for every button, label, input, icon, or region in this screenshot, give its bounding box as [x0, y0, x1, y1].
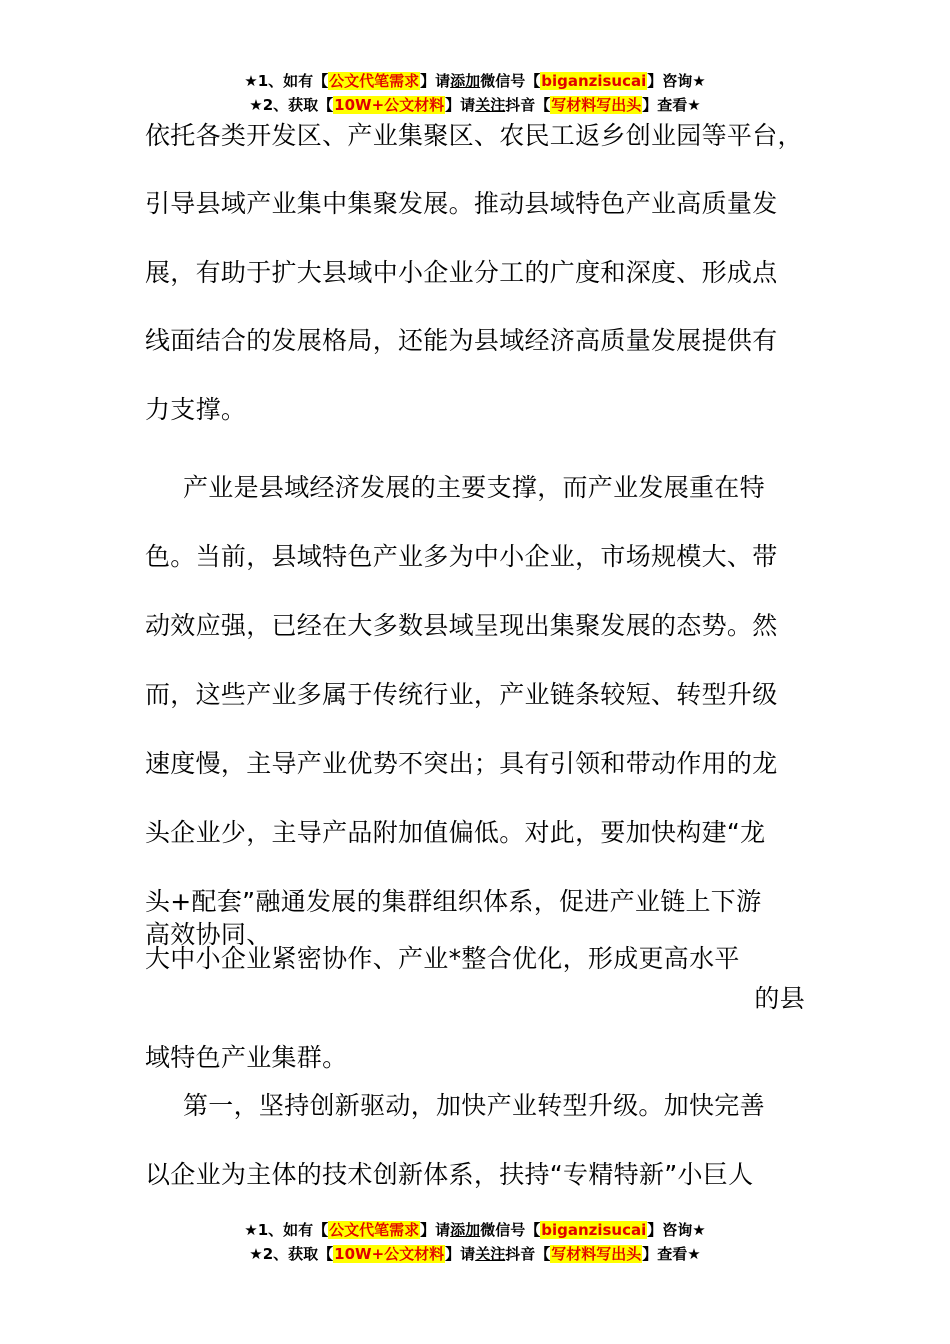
banner-text: 】请: [420, 1221, 451, 1239]
banner-text: 2、获取【: [262, 96, 334, 114]
star-icon: ★: [687, 1245, 701, 1263]
banner-text: 】咨询: [647, 72, 693, 90]
paragraph-start-line: 产业是县域经济发展的主要支撑，而产业发展重在特: [183, 473, 765, 502]
star-icon: ★: [244, 1221, 258, 1239]
banner-highlight: 公文代笔需求: [329, 1221, 420, 1239]
banner-text: 】查看: [642, 1245, 688, 1263]
banner-highlight: 10W+公文材料: [334, 1245, 445, 1263]
star-icon: ★: [692, 1221, 706, 1239]
body-line: 头企业少，主导产品附加值偏低。对此，要加快构建“龙: [145, 818, 766, 847]
banner-text: 微信号【: [480, 72, 541, 90]
star-icon: ★: [692, 72, 706, 90]
banner-underlined-text: 关注: [475, 96, 506, 114]
top-banner-line-1: [0, 70, 950, 92]
bottom-banner-line-1: [0, 1219, 950, 1241]
body-line: 展，有助于扩大县域中小企业分工的广度和深度、形成点: [145, 258, 778, 287]
star-icon: ★: [244, 72, 258, 90]
body-line: 速度慢，主导产业优势不突出；具有引领和带动作用的龙: [145, 749, 778, 778]
body-line: 力支撑。: [145, 395, 247, 424]
body-line: 色。当前，县域特色产业多为中小企业，市场规模大、带: [145, 542, 778, 571]
douyin-highlight: 写材料写出头: [551, 96, 642, 114]
banner-highlight: 10W+公文材料: [334, 96, 445, 114]
banner-highlight: 公文代笔需求: [329, 72, 420, 90]
douyin-highlight: 写材料写出头: [551, 1245, 642, 1263]
banner-underlined-text: 关注: [475, 1245, 506, 1263]
star-icon: ★: [249, 1245, 263, 1263]
banner-text: 微信号【: [480, 1221, 541, 1239]
body-line: 以企业为主体的技术创新体系，扶持“专精特新”小巨人: [145, 1160, 754, 1189]
banner-text: 1、如有【: [257, 1221, 329, 1239]
body-line: 引导县域产业集中集聚发展。推动县域特色产业高质量发: [145, 189, 778, 218]
banner-text: 】请: [445, 1245, 476, 1263]
body-line: 依托各类开发区、产业集聚区、农民工返乡创业园等平台，: [145, 121, 803, 150]
body-line: 而，这些产业多属于传统行业，产业链条较短、转型升级: [145, 680, 778, 709]
banner-text: 抖音【: [505, 1245, 551, 1263]
body-line: 域特色产业集群。: [145, 1043, 348, 1072]
banner-text: 】咨询: [647, 1221, 693, 1239]
banner-underlined-text: 添加: [450, 72, 481, 90]
banner-text: 抖音【: [505, 96, 551, 114]
top-banner-line-2: [0, 94, 950, 116]
banner-text: 】查看: [642, 96, 688, 114]
body-line: 的县: [754, 984, 805, 1013]
banner-text: 2、获取【: [262, 1245, 334, 1263]
star-icon: ★: [687, 96, 701, 114]
body-line: 动效应强，已经在大多数县域呈现出集聚发展的态势。然: [145, 611, 778, 640]
wechat-id-highlight: biganzisucai: [541, 1221, 647, 1239]
body-line: 高效协同、: [145, 920, 272, 949]
banner-text: 】请: [445, 96, 476, 114]
body-line: 头+配套”融通发展的集群组织体系，促进产业链上下游: [145, 887, 762, 916]
banner-underlined-text: 添加: [450, 1221, 481, 1239]
banner-text: 1、如有【: [257, 72, 329, 90]
body-line: 线面结合的发展格局，还能为县域经济高质量发展提供有: [145, 326, 778, 355]
star-icon: ★: [249, 96, 263, 114]
body-line: 大中小企业紧密协作、产业*整合优化，形成更高水平: [145, 944, 740, 973]
wechat-id-highlight: biganzisucai: [541, 72, 647, 90]
bottom-banner-line-2: [0, 1243, 950, 1265]
paragraph-start-line: 第一，坚持创新驱动，加快产业转型升级。加快完善: [183, 1091, 765, 1120]
banner-text: 】请: [420, 72, 451, 90]
